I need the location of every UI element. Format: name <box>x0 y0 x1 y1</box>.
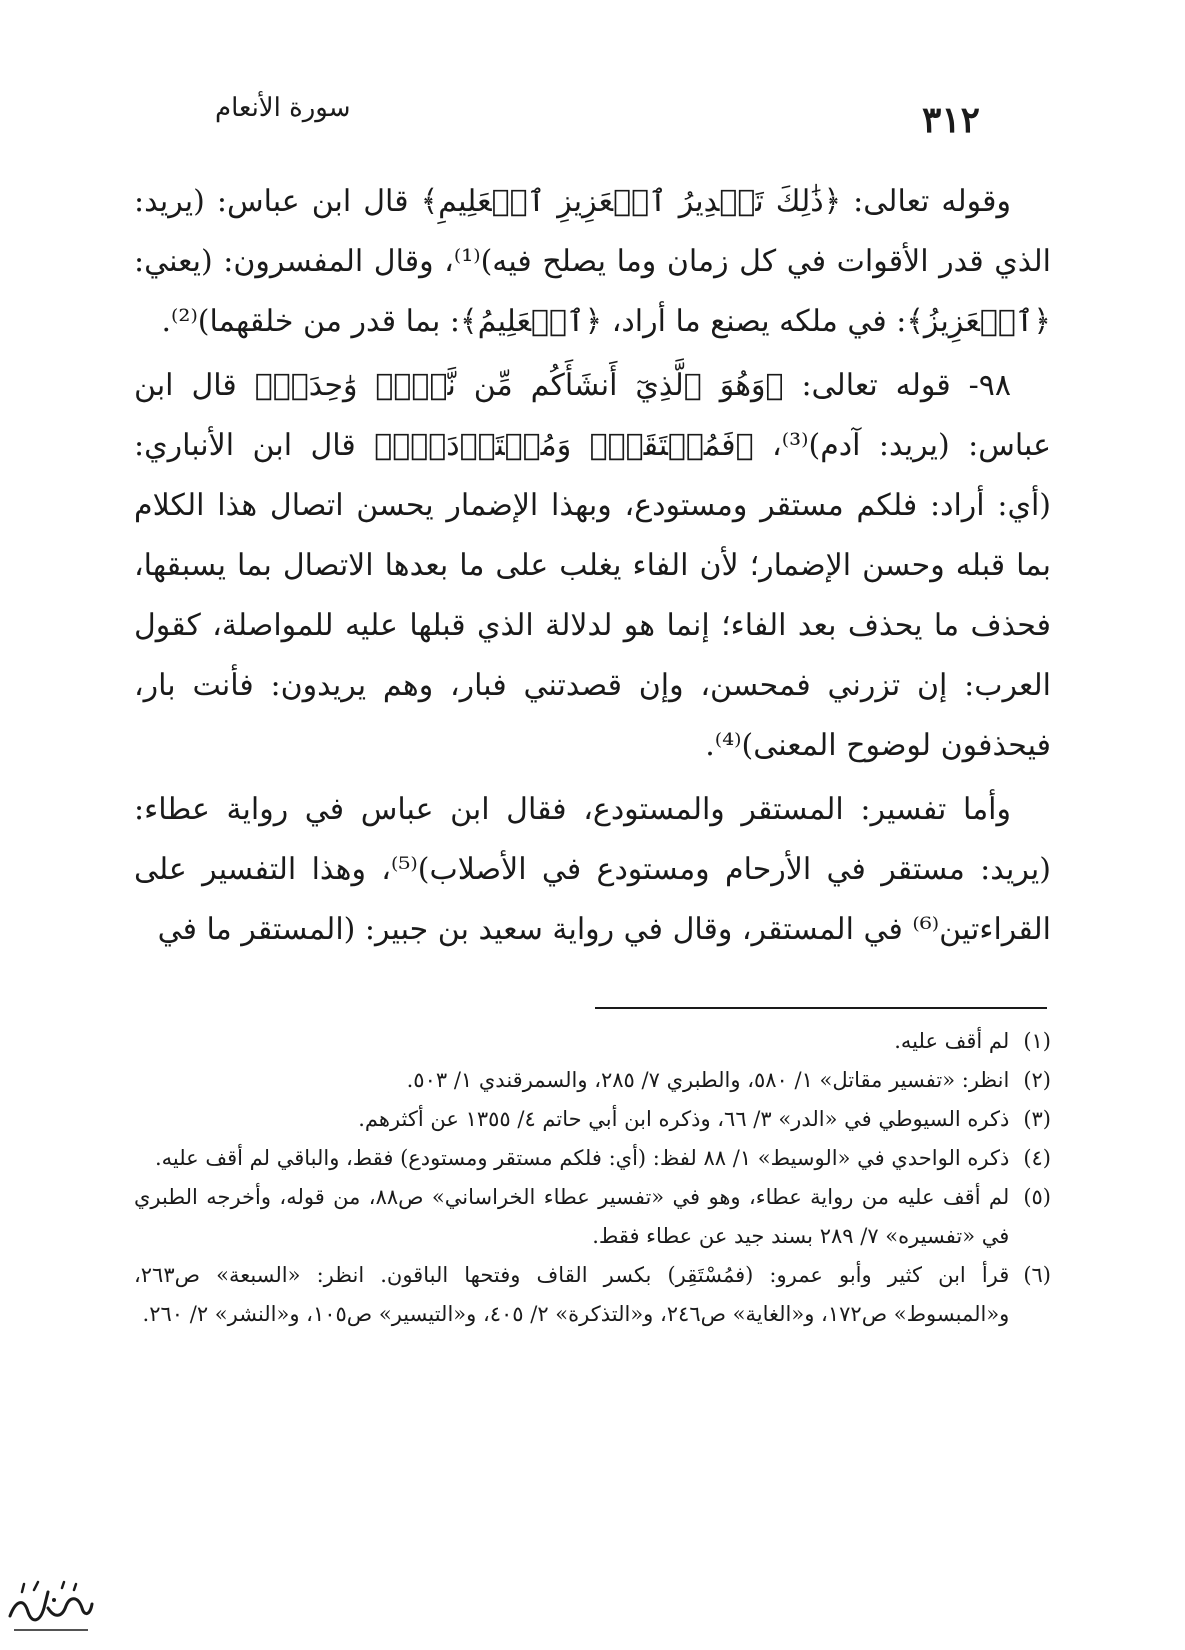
footnote <box>134 1178 1051 1256</box>
footnote <box>134 1100 1051 1139</box>
main-text <box>134 172 1051 960</box>
footnote-text: لم أقف عليه من رواية عطاء، وهو في «تفسير عطاء الخراساني» ص٨٨، من قوله، وأخرجه الطبري في «تفسيره» ٧/ ٢٨٩ بسند جيد عن عطاء فقط. <box>134 1185 1010 1248</box>
footnote <box>134 1139 1051 1178</box>
footnotes <box>134 1022 1051 1334</box>
footnote-number: (٣) <box>1023 1107 1051 1131</box>
footnote-text: قرأ ابن كثير وأبو عمرو: (فمُسْتَقِر) بكسر القاف وفتحها الباقون. انظر: «السبعة» ص٢٦٣، و«المبسوط» ص١٧٢، و«الغاية» ص٢٤٦، و«التذكرة» ٢/ ٤٠٥، و«التيسير» ص١٠٥، و«النشر» ٢/ ٢٦٠. <box>134 1263 1010 1326</box>
paragraph: وقوله تعالى: ﴿ذَٰلِكَ تَقۡدِيرُ ٱلۡعَزِيزِ ٱلۡعَلِيمِ﴾ قال ابن عباس: (يريد: الذي قدر الأقوات في كل زمان وما يصلح فيه)⁽¹⁾، وقال المفسرون: (يعني: ﴿ٱلۡعَزِيزُ﴾: في ملكه يصنع ما أراد، ﴿ٱلۡعَلِيمُ﴾: بما قدر من خلقهما)⁽²⁾. <box>134 184 1051 339</box>
paragraph: ٩٨- قوله تعالى: ﴿وَهُوَ ٱلَّذِيٓ أَنشَأَكُم مِّن نَّفۡسٖ وَٰحِدَةٖ﴾ قال ابن عباس: (يريد: آدم)⁽³⁾، ﴿فَمُسۡتَقَرّٞ وَمُسۡتَوۡدَعٞۗ﴾ قال ابن الأنباري: (أي: أراد: فلكم مستقر ومستودع، وبهذا الإضمار يحسن اتصال هذا الكلام بما قبله وحسن الإضمار؛ لأن الفاء يغلب على ما بعدها الاتصال بما يسبقها، فحذف ما يحذف بعد الفاء؛ إنما هو لدلالة الذي قبلها عليه للمواصلة، كقول العرب: إن تزرني فمحسن، وإن قصدتني فبار، وهم يريدون: فأنت بار، فيحذفون لوضوح المعنى)⁽⁴⁾. <box>134 368 1051 763</box>
page-number: ٣١٢ <box>921 99 980 141</box>
footnote <box>134 1061 1051 1100</box>
publisher-logo-icon <box>4 1578 96 1640</box>
footnote-number: (٥) <box>1023 1185 1051 1209</box>
footnote-divider <box>595 1007 1047 1009</box>
footnote-text: ذكره الواحدي في «الوسيط» ١/ ٨٨ لفظ: (أي: فلكم مستقر ومستودع) فقط، والباقي لم أقف عليه. <box>154 1146 1010 1170</box>
footnote <box>134 1256 1051 1334</box>
page-header <box>215 85 980 145</box>
surah-title: سورة الأنعام <box>215 93 351 123</box>
footnote-number: (٢) <box>1023 1068 1051 1092</box>
footnote-text: لم أقف عليه. <box>894 1029 1010 1053</box>
paragraph: وأما تفسير: المستقر والمستودع، فقال ابن عباس في رواية عطاء: (يريد: مستقر في الأرحام ومستودع في الأصلاب)⁽⁵⁾، وهذا التفسير على القراءتين⁽⁶⁾ في المستقر، وقال في رواية سعيد بن جبير: (المستقر ما في <box>134 792 1051 947</box>
footnote-number: (٦) <box>1023 1263 1051 1287</box>
footnote-number: (٤) <box>1023 1146 1051 1170</box>
footnote-text: ذكره السيوطي في «الدر» ٣/ ٦٦، وذكره ابن أبي حاتم ٤/ ١٣٥٥ عن أكثرهم. <box>358 1107 1010 1131</box>
footnote-text: انظر: «تفسير مقاتل» ١/ ٥٨٠، والطبري ٧/ ٢٨٥، والسمرقندي ١/ ٥٠٣. <box>406 1068 1010 1092</box>
footnote <box>134 1022 1051 1061</box>
footnote-number: (١) <box>1023 1029 1051 1053</box>
